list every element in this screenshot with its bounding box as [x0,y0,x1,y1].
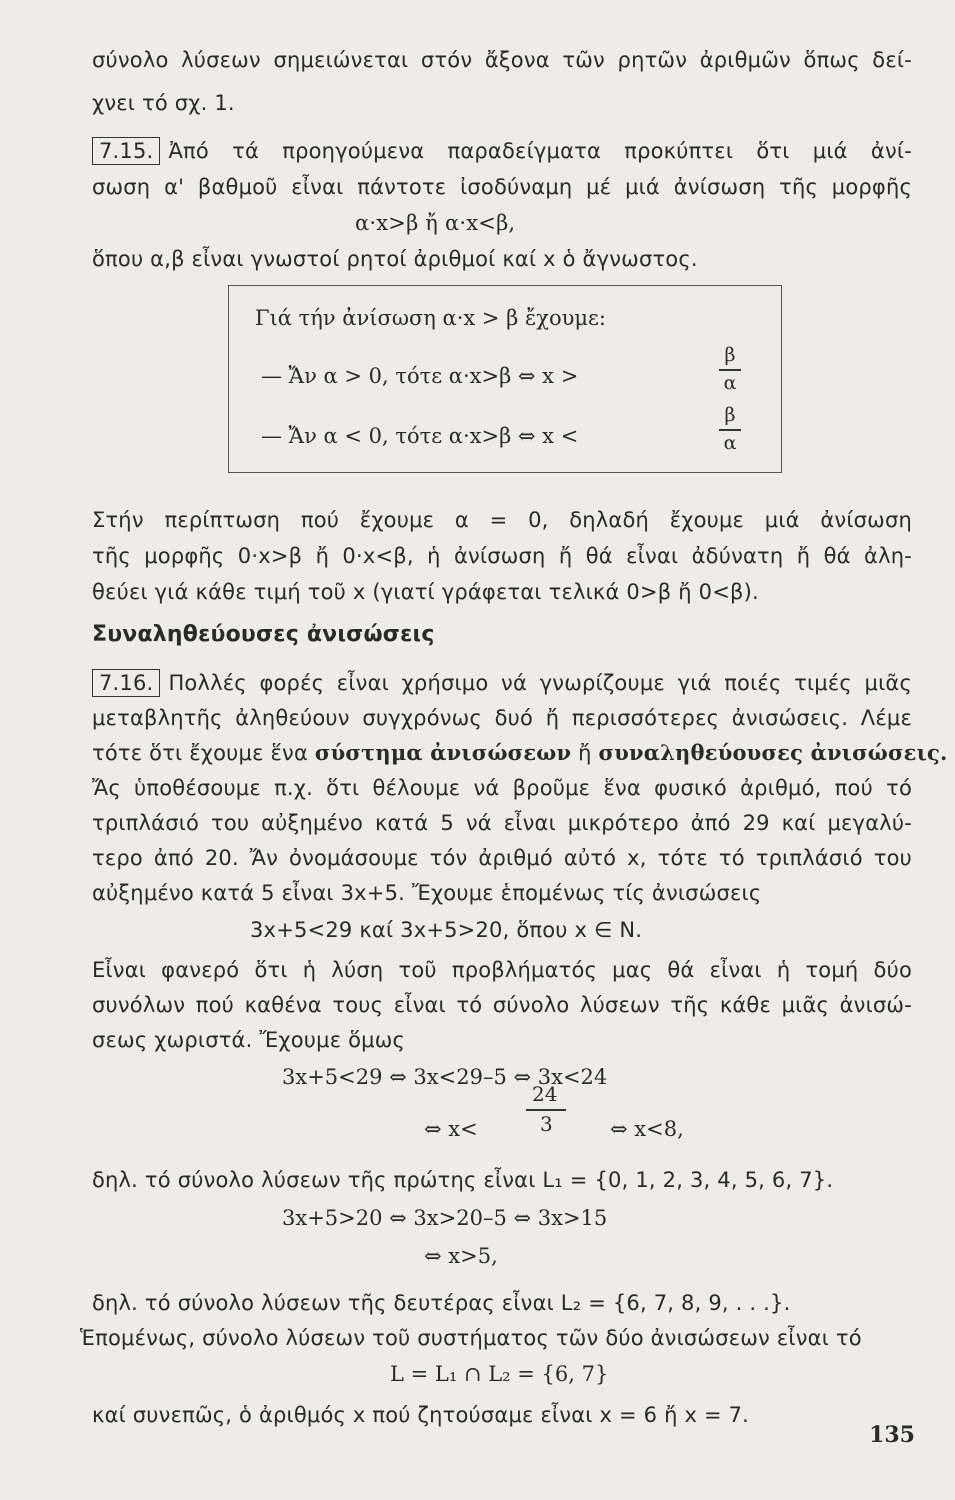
section-number: 7.15. [92,137,160,165]
paragraph-line [92,738,948,768]
paragraph-line: δηλ. τό σύνολο λύσεων τῆς δευτέρας εἶναι L₂ = {6, 7, 8, 9, . . .}. [92,1291,791,1315]
paragraph-line: δηλ. τό σύνολο λύσεων τῆς πρώτης εἶναι L₁ = {0, 1, 2, 3, 4, 5, 6, 7}. [92,1168,834,1192]
equation-line: ⇔ x>5, [424,1244,498,1268]
paragraph-line: μεταβλητῆς ἀληθεύουν συγχρόνως δυό ἤ περισσότερες ἀνισώσεις. Λέμε [92,706,912,730]
rule-box [228,285,782,473]
paragraph-line: αὐξημένο κατά 5 εἶναι 3x+5. Ἔχουμε ἑπομένως τίς ἀνισώσεις [92,881,762,905]
rule-box-title: Γιά τήν ἀνίσωση α·x > β ἔχουμε: [255,306,607,330]
fraction-numerator: β [724,404,736,426]
rule-case-positive: — Ἄν α > 0, τότε α·x>β ⇔ x > [261,364,579,388]
section-heading: Συναληθεύουσες ἀνισώσεις [92,622,435,647]
paragraph-line: Ἑπομένως, σύνολο λύσεων τοῦ συστήματος τῶν δύο ἀνισώσεων εἶναι τό [80,1326,862,1350]
equation-line: L = L₁ ∩ L₂ = {6, 7} [390,1362,609,1386]
fraction-denominator: 3 [540,1112,553,1136]
equation-line: 3x+5>20 ⇔ 3x>20–5 ⇔ 3x>15 [282,1206,608,1230]
fraction-denominator: α [723,372,737,394]
bold-term: συναληθεύουσες ἀνισώσεις. [598,740,948,765]
equation-line: ⇔ x< [424,1117,478,1141]
paragraph-line: χνει τό σχ. 1. [92,91,235,115]
paragraph-line: τριπλάσιό του αὐξημένο κατά 5 νά εἶναι μικρότερο ἀπό 29 καί μεγαλύ- [92,811,912,835]
paragraph-text: Ἀπό τά προηγούμενα παραδείγματα προκύπτει ὅτι μιά ἀνί- [168,139,912,163]
page-number: 135 [869,1422,915,1448]
paragraph-line: ὅπου α,β εἶναι γνωστοί ρητοί ἀριθμοί καί x ὁ ἄγνωστος. [92,247,698,271]
paragraph-line: σωση α' βαθμοῦ εἶναι πάντοτε ἰσοδύναμη μέ μιά ἀνίσωση τῆς μορφῆς [92,175,912,199]
equation-line: ⇔ x<8, [610,1117,684,1141]
paragraph-line: θεύει γιά κάθε τιμή τοῦ x (γιατί γράφεται τελικά 0>β ἤ 0<β). [92,580,759,604]
paragraph-line: σεως χωριστά. Ἔχουμε ὅμως [92,1028,406,1052]
paragraph-line: συνόλων πού καθένα τους εἶναι τό σύνολο λύσεων τῆς κάθε μιᾶς ἀνισώ- [92,993,912,1017]
fraction-numerator: β [724,344,736,366]
paragraph-line: καί συνεπῶς, ὁ ἀριθμός x πού ζητούσαμε εἶναι x = 6 ἤ x = 7. [92,1403,750,1427]
section-7-15-line [92,136,912,166]
rule-case-negative: — Ἄν α < 0, τότε α·x>β ⇔ x < [261,424,579,448]
paragraph-line: τῆς μορφῆς 0·x>β ἤ 0·x<β, ἡ ἀνίσωση ἤ θά εἶναι ἀδύνατη ἤ θά ἀλη- [92,544,912,568]
fraction-bar [526,1109,566,1111]
paragraph-line: Στήν περίπτωση πού ἔχουμε α = 0, δηλαδή ἔχουμε μιά ἀνίσωση [92,508,912,532]
paragraph-text: Πολλές φορές εἶναι χρήσιμο νά γνωρίζουμε γιά ποιές τιμές μιᾶς [168,671,912,695]
fraction-denominator: α [723,432,737,454]
bold-term: σύστημα ἀνισώσεων [314,740,572,765]
equation-line: 3x+5<29 ⇔ 3x<29–5 ⇔ 3x<24 [282,1065,608,1089]
paragraph-line: Εἶναι φανερό ὅτι ἡ λύση τοῦ προβλήματός μας θά εἶναι ἡ τομή δύο [92,958,912,982]
paragraph-line: Ἄς ὑποθέσουμε π.χ. ὅτι θέλουμε νά βροῦμε ἕνα φυσικό ἀριθμό, πού τό [92,776,912,800]
paragraph-line: σύνολο λύσεων σημειώνεται στόν ἄξονα τῶν ρητῶν ἀριθμῶν ὅπως δεί- [92,48,912,72]
fraction-bar [719,429,741,431]
paragraph-line: τερο ἀπό 20. Ἄν ὀνομάσουμε τόν ἀριθμό αὐτό x, τότε τό τριπλάσιό του [92,846,912,870]
section-number: 7.16. [92,669,160,697]
inequality-forms: α·x>β ἤ α·x<β, [355,211,516,235]
text-run: τότε ὅτι ἔχουμε ἕνα [92,741,315,765]
inequalities-pair: 3x+5<29 καί 3x+5>20, ὅπου x ∈ N. [250,918,643,942]
text-run: ἤ [571,741,599,765]
section-7-16-line [92,668,912,698]
fraction-numerator: 24 [532,1082,558,1106]
fraction-bar [719,369,741,371]
